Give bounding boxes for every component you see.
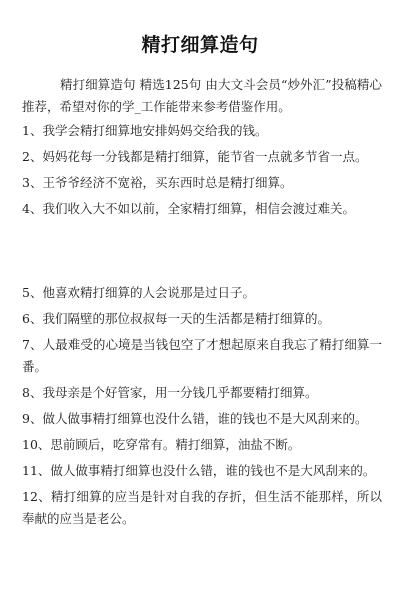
list-item: 4、我们收入大不如以前，全家精打细算，相信会渡过难关。: [22, 201, 355, 216]
sentence-list-part-1: [22, 120, 382, 224]
list-item: 11、做人做事精打细算也没什么错，谁的钱也不是大风刮来的。: [22, 463, 376, 478]
list-item: 3、王爷爷经济不宽裕，买东西时总是精打细算。: [22, 175, 293, 190]
list-item: 10、思前顾后，吃穿常有。精打细算，油盐不断。: [22, 437, 301, 452]
list-item: 2、妈妈花每一分钱都是精打细算，能节省一点就多节省一点。: [22, 149, 368, 164]
list-item: 12、精打细算的应当是针对自我的存折，但生活不能那样，所以奉献的应当是老公。: [22, 489, 382, 526]
list-item: 8、我母亲是个好管家，用一分钱几乎都要精打细算。: [22, 385, 318, 400]
sentence-list-part-2: [22, 282, 382, 534]
intro-paragraph: 精打细算造句 精选125句 由大文斗会员“炒外汇”投稿精心推荐，希望对你的学_工作能带来参考借鉴作用。: [22, 77, 382, 114]
list-item: 6、我们隔壁的那位叔叔每一天的生活都是精打细算的。: [22, 311, 330, 326]
document-title: 精打细算造句: [141, 34, 259, 56]
list-item: 9、做人做事精打细算也没什么错，谁的钱也不是大风刮来的。: [22, 411, 368, 426]
list-item: 7、人最难受的心境是当钱包空了才想起原来自我忘了精打细算一番。: [22, 337, 382, 374]
list-item: 1、我学会精打细算地安排妈妈交给我的钱。: [22, 123, 268, 138]
list-item: 5、他喜欢精打细算的人会说那是过日子。: [22, 285, 255, 300]
